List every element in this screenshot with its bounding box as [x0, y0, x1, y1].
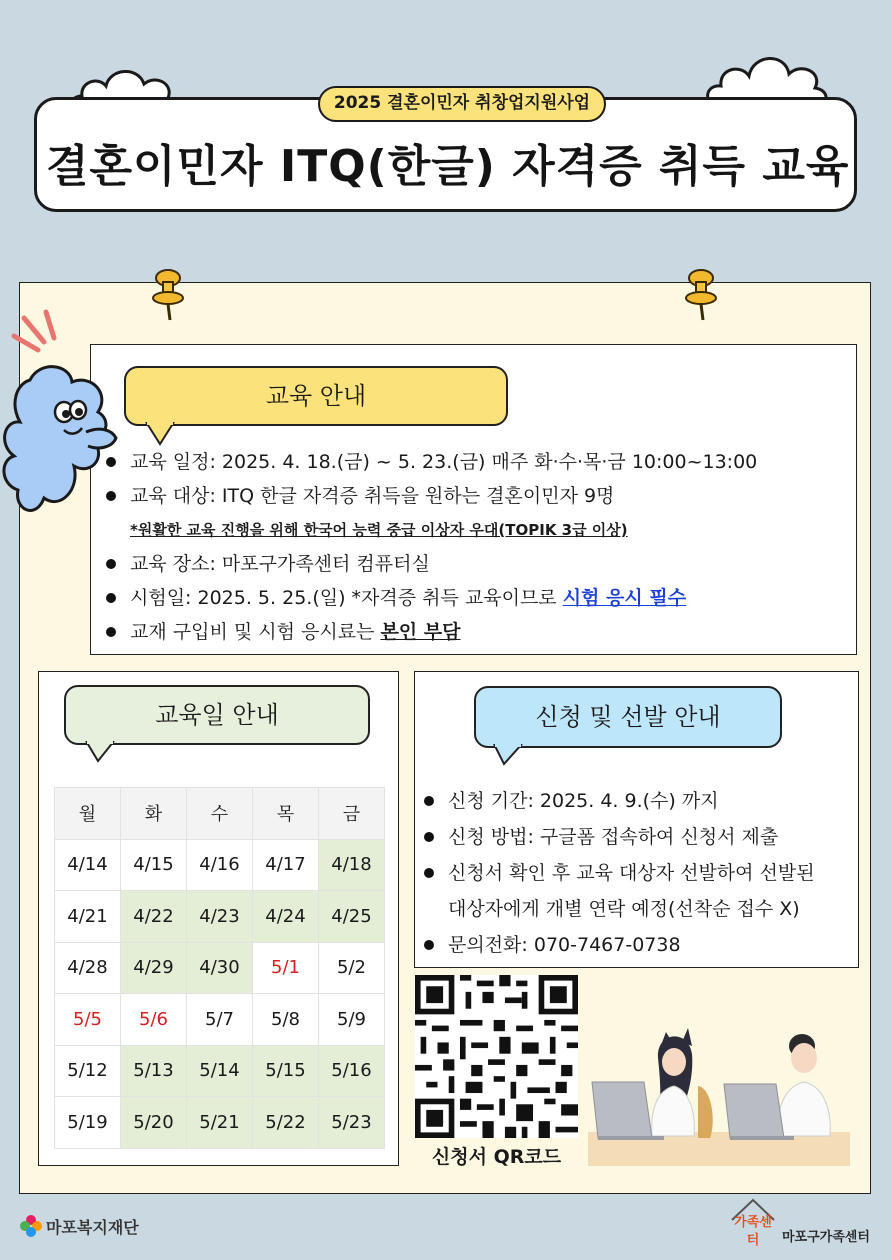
date-cell: 4/16	[187, 839, 253, 891]
list-item	[422, 855, 815, 891]
selection-text-cont: 대상자에게 개별 연락 예정(선착순 접수 X)	[448, 898, 800, 920]
pushpin-icon	[150, 268, 186, 322]
family-center-logo	[728, 1196, 868, 1256]
calendar-table	[54, 787, 385, 1149]
date-cell: 5/7	[187, 994, 253, 1046]
bullet-icon	[106, 627, 116, 637]
mapo-welfare-name: 마포복지재단	[46, 1217, 139, 1237]
date-cell: 4/28	[55, 942, 121, 994]
speech-tail	[492, 744, 528, 768]
date-cell: 4/15	[121, 839, 187, 891]
class-date-cell: 4/25	[319, 891, 385, 943]
bullet-icon	[106, 559, 116, 569]
calendar-heading	[64, 685, 370, 745]
program-badge: 2025 결혼이민자 취창업지원사업	[318, 86, 606, 122]
qr-code-icon[interactable]	[415, 975, 578, 1138]
bullet-icon	[424, 940, 434, 950]
note-item	[104, 513, 757, 547]
class-date-cell: 5/16	[319, 1045, 385, 1097]
day-header: 수	[187, 788, 253, 840]
class-date-cell: 4/18	[319, 839, 385, 891]
day-header: 금	[319, 788, 385, 840]
edu-info-heading	[124, 366, 508, 426]
bullet-icon	[106, 457, 116, 467]
exam-text: 시험일: 2025. 5. 25.(일) *자격증 취득 교육이므로	[130, 587, 563, 609]
table-row	[55, 994, 385, 1046]
holiday-date-cell: 5/5	[55, 994, 121, 1046]
holiday-date-cell: 5/1	[253, 942, 319, 994]
holiday-date-cell: 5/6	[121, 994, 187, 1046]
mapo-welfare-logo	[20, 1214, 139, 1238]
calendar-heading-text: 교육일 안내	[155, 701, 279, 729]
list-item	[104, 479, 757, 513]
table-row	[55, 942, 385, 994]
list-item	[422, 891, 815, 927]
page-title: 결혼이민자 ITQ(한글) 자격증 취득 교육	[46, 141, 850, 192]
class-date-cell: 5/15	[253, 1045, 319, 1097]
edu-info-heading-text: 교육 안내	[265, 382, 367, 410]
table-row	[55, 839, 385, 891]
bullet-icon	[424, 796, 434, 806]
pushpin-icon	[683, 268, 719, 322]
list-item	[422, 927, 815, 963]
bullet-icon	[106, 491, 116, 501]
family-center-mark: 가족센터	[734, 1215, 772, 1248]
date-cell: 4/14	[55, 839, 121, 891]
selection-text: 신청서 확인 후 교육 대상자 선발하여 선발된	[448, 862, 815, 884]
table-row	[55, 1097, 385, 1149]
list-item	[104, 615, 757, 649]
qr-label: 신청서 QR코드	[431, 1146, 562, 1168]
list-item	[104, 445, 757, 479]
class-date-cell: 4/29	[121, 942, 187, 994]
method-text: 신청 방법: 구글폼 접속하여 신청서 제출	[448, 826, 779, 848]
date-cell: 5/9	[319, 994, 385, 1046]
class-date-cell: 5/20	[121, 1097, 187, 1149]
list-item	[422, 783, 815, 819]
place-text: 교육 장소: 마포구가족센터 컴퓨터실	[130, 553, 430, 575]
class-date-cell: 5/22	[253, 1097, 319, 1149]
table-row	[55, 891, 385, 943]
class-date-cell: 4/22	[121, 891, 187, 943]
list-item	[104, 581, 757, 615]
class-date-cell: 5/14	[187, 1045, 253, 1097]
class-date-cell: 5/23	[319, 1097, 385, 1149]
date-cell: 4/21	[55, 891, 121, 943]
target-text: 교육 대상: ITQ 한글 자격증 취득을 원하는 결혼이민자 9명	[130, 485, 615, 507]
day-header: 화	[121, 788, 187, 840]
date-cell: 4/17	[253, 839, 319, 891]
list-item	[422, 819, 815, 855]
contact-text: 문의전화: 070-7467-0738	[448, 934, 681, 956]
apply-info-list	[422, 783, 815, 963]
cost-emphasis: 본인 부담	[380, 621, 461, 643]
date-cell: 5/2	[319, 942, 385, 994]
mascot-cloud-icon	[0, 360, 120, 530]
burst-lines-icon	[6, 306, 66, 358]
edu-info-list	[104, 445, 757, 649]
day-header: 월	[55, 788, 121, 840]
date-cell: 5/8	[253, 994, 319, 1046]
family-center-name: 마포구가족센터	[782, 1230, 870, 1245]
class-date-cell: 5/21	[187, 1097, 253, 1149]
flower-logo-icon	[20, 1214, 42, 1238]
people-laptop-illustration	[588, 1018, 850, 1166]
target-note: *원활한 교육 진행을 위해 한국어 능력 중급 이상자 우대(TOPIK 3급 이상)	[130, 521, 628, 539]
schedule-text: 교육 일정: 2025. 4. 18.(금) ~ 5. 23.(금) 매주 화·수·목·금 10:00~13:00	[130, 451, 758, 473]
day-header: 목	[253, 788, 319, 840]
class-date-cell: 4/23	[187, 891, 253, 943]
table-row	[55, 1045, 385, 1097]
calendar-header-row	[55, 788, 385, 840]
bullet-icon	[106, 593, 116, 603]
bullet-icon	[424, 832, 434, 842]
date-cell: 5/19	[55, 1097, 121, 1149]
exam-required-link[interactable]: 시험 응시 필수	[562, 587, 687, 609]
bullet-icon	[424, 868, 434, 878]
period-text: 신청 기간: 2025. 4. 9.(수) 까지	[448, 790, 719, 812]
speech-tail	[84, 741, 120, 765]
list-item	[104, 547, 757, 581]
class-date-cell: 4/30	[187, 942, 253, 994]
class-date-cell: 4/24	[253, 891, 319, 943]
date-cell: 5/12	[55, 1045, 121, 1097]
apply-heading-text: 신청 및 선발 안내	[535, 703, 721, 731]
apply-heading	[474, 686, 782, 748]
class-date-cell: 5/13	[121, 1045, 187, 1097]
cost-text: 교재 구입비 및 시험 응시료는	[130, 621, 381, 643]
